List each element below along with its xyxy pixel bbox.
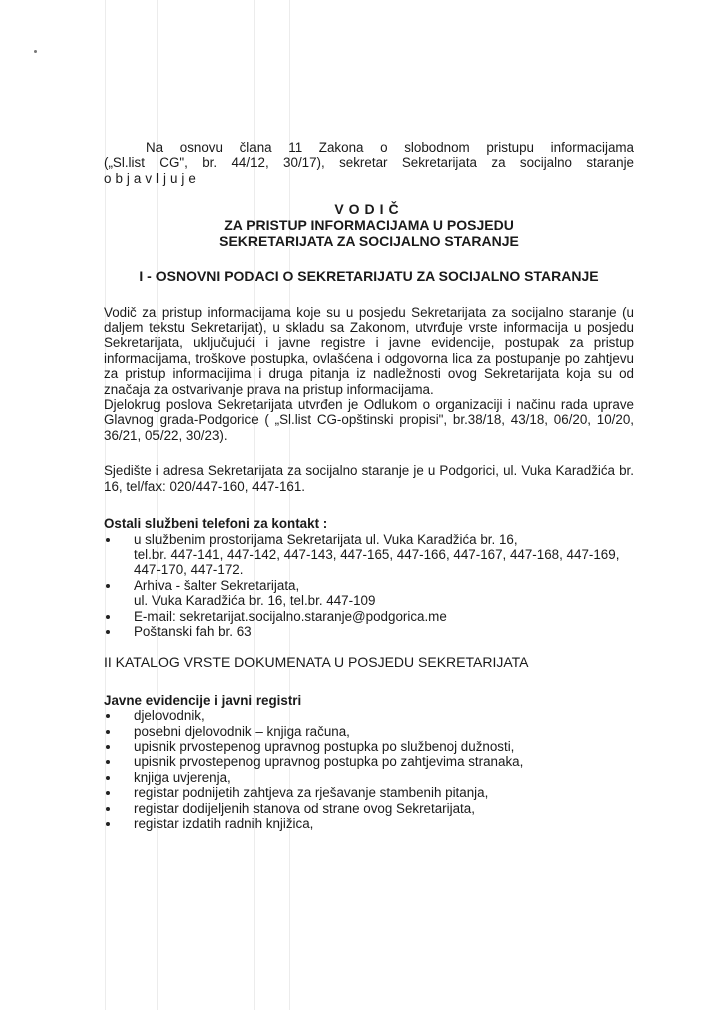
intro-line-2: („Sl.list CG", br. 44/12, 30/17), sekretar Sekretarijata za socijalno staranje xyxy=(104,155,634,171)
contact-item xyxy=(104,624,634,639)
section-1-paragraph-2: Djelokrug poslova Sekretarijata utvrđen je Odlukom o organizaciji i načinu rada uprave Glavnog grada-Podgorice ( „Sl.list CG-opštinski propisi", br.38/18, 43/18, 06/20, 10/20, 36/21, 05/22, 30/23). xyxy=(104,397,634,443)
register-item: registar dodijeljenih stanova od strane ovog Sekretarijata, xyxy=(104,801,634,816)
contact-item-line-2: ul. Vuka Karadžića br. 16, tel.br. 447-109 xyxy=(134,593,376,609)
contact-item-email xyxy=(104,609,634,624)
section-2-heading: II KATALOG VRSTE DOKUMENATA U POSJEDU SEKRETARIJATA xyxy=(104,654,529,671)
register-item: upisnik prvostepenog upravnog postupka po službenoj dužnosti, xyxy=(104,739,634,754)
register-item: posebni djelovodnik – knjiga računa, xyxy=(104,724,634,739)
intro-line-3: objavljuje xyxy=(104,170,200,186)
contacts-list xyxy=(104,532,634,640)
register-item: knjiga uvjerenja, xyxy=(104,770,634,785)
document-title xyxy=(104,201,634,249)
title-line-2: SEKRETARIJATA ZA SOCIJALNO STARANJE xyxy=(219,233,519,250)
contact-email[interactable]: E-mail: sekretarijat.socijalno.staranje@podgorica.me xyxy=(134,608,447,624)
registers-heading: Javne evidencije i javni registri xyxy=(104,692,302,708)
contacts-heading: Ostali službeni telefoni za kontakt : xyxy=(104,516,328,532)
section-1-paragraph-1: Vodič za pristup informacijama koje su u posjedu Sekretarijata za socijalno staranje (u daljem tekstu Sekretarijat), u skladu sa Zakonom, utvrđuje vrste informacija u posjedu Sekretarijata, uključujući i javne registre i javne evidencije, postupak za pristup informacijama, troškove postupka, ovlašćena i odgovorna lica za postupanje po zahtjevu za pristup informacijima i druga pitanja iz nadležnosti ovog Sekretarijata koja su od značaja za ostvarivanje prava na pristup informacijama. xyxy=(104,304,634,397)
intro-line-1: Na osnovu člana 11 Zakona o slobodnom pristupu informacijama xyxy=(146,140,634,155)
register-item: registar podnijetih zahtjeva za rješavanje stambenih pitanja, xyxy=(104,785,634,800)
contact-item-line-1: u službenim prostorijama Sekretarijata ul. Vuka Karadžića br. 16, xyxy=(134,531,518,547)
contact-item xyxy=(104,532,634,578)
intro-block xyxy=(104,140,634,186)
title-main: VODIČ xyxy=(334,201,404,218)
contact-item-line-1: Arhiva - šalter Sekretarijata, xyxy=(134,577,300,593)
title-line-1: ZA PRISTUP INFORMACIJAMA U POSJEDU xyxy=(224,217,514,234)
contact-item xyxy=(104,578,634,609)
register-item: upisnik prvostepenog upravnog postupka po zahtjevima stranaka, xyxy=(104,754,634,769)
address-paragraph: Sjedište i adresa Sekretarijata za socijalno staranje je u Podgorici, ul. Vuka Karadžića br. 16, tel/fax: 020/447-160, 447-161. xyxy=(104,463,634,494)
registers-list xyxy=(104,708,634,831)
contact-item-line-2: tel.br. 447-141, 447-142, 447-143, 447-165, 447-166, 447-167, 447-168, 447-169, 447-170, 447-172. xyxy=(134,546,620,578)
register-item: registar izdatih radnih knjižica, xyxy=(104,816,634,831)
scan-speck xyxy=(34,50,37,53)
contact-po-box: Poštanski fah br. 63 xyxy=(134,623,252,639)
section-1-heading: I - OSNOVNI PODACI O SEKRETARIJATU ZA SOCIJALNO STARANJE xyxy=(139,268,599,285)
register-item: djelovodnik, xyxy=(104,708,634,723)
document-content xyxy=(104,140,634,831)
